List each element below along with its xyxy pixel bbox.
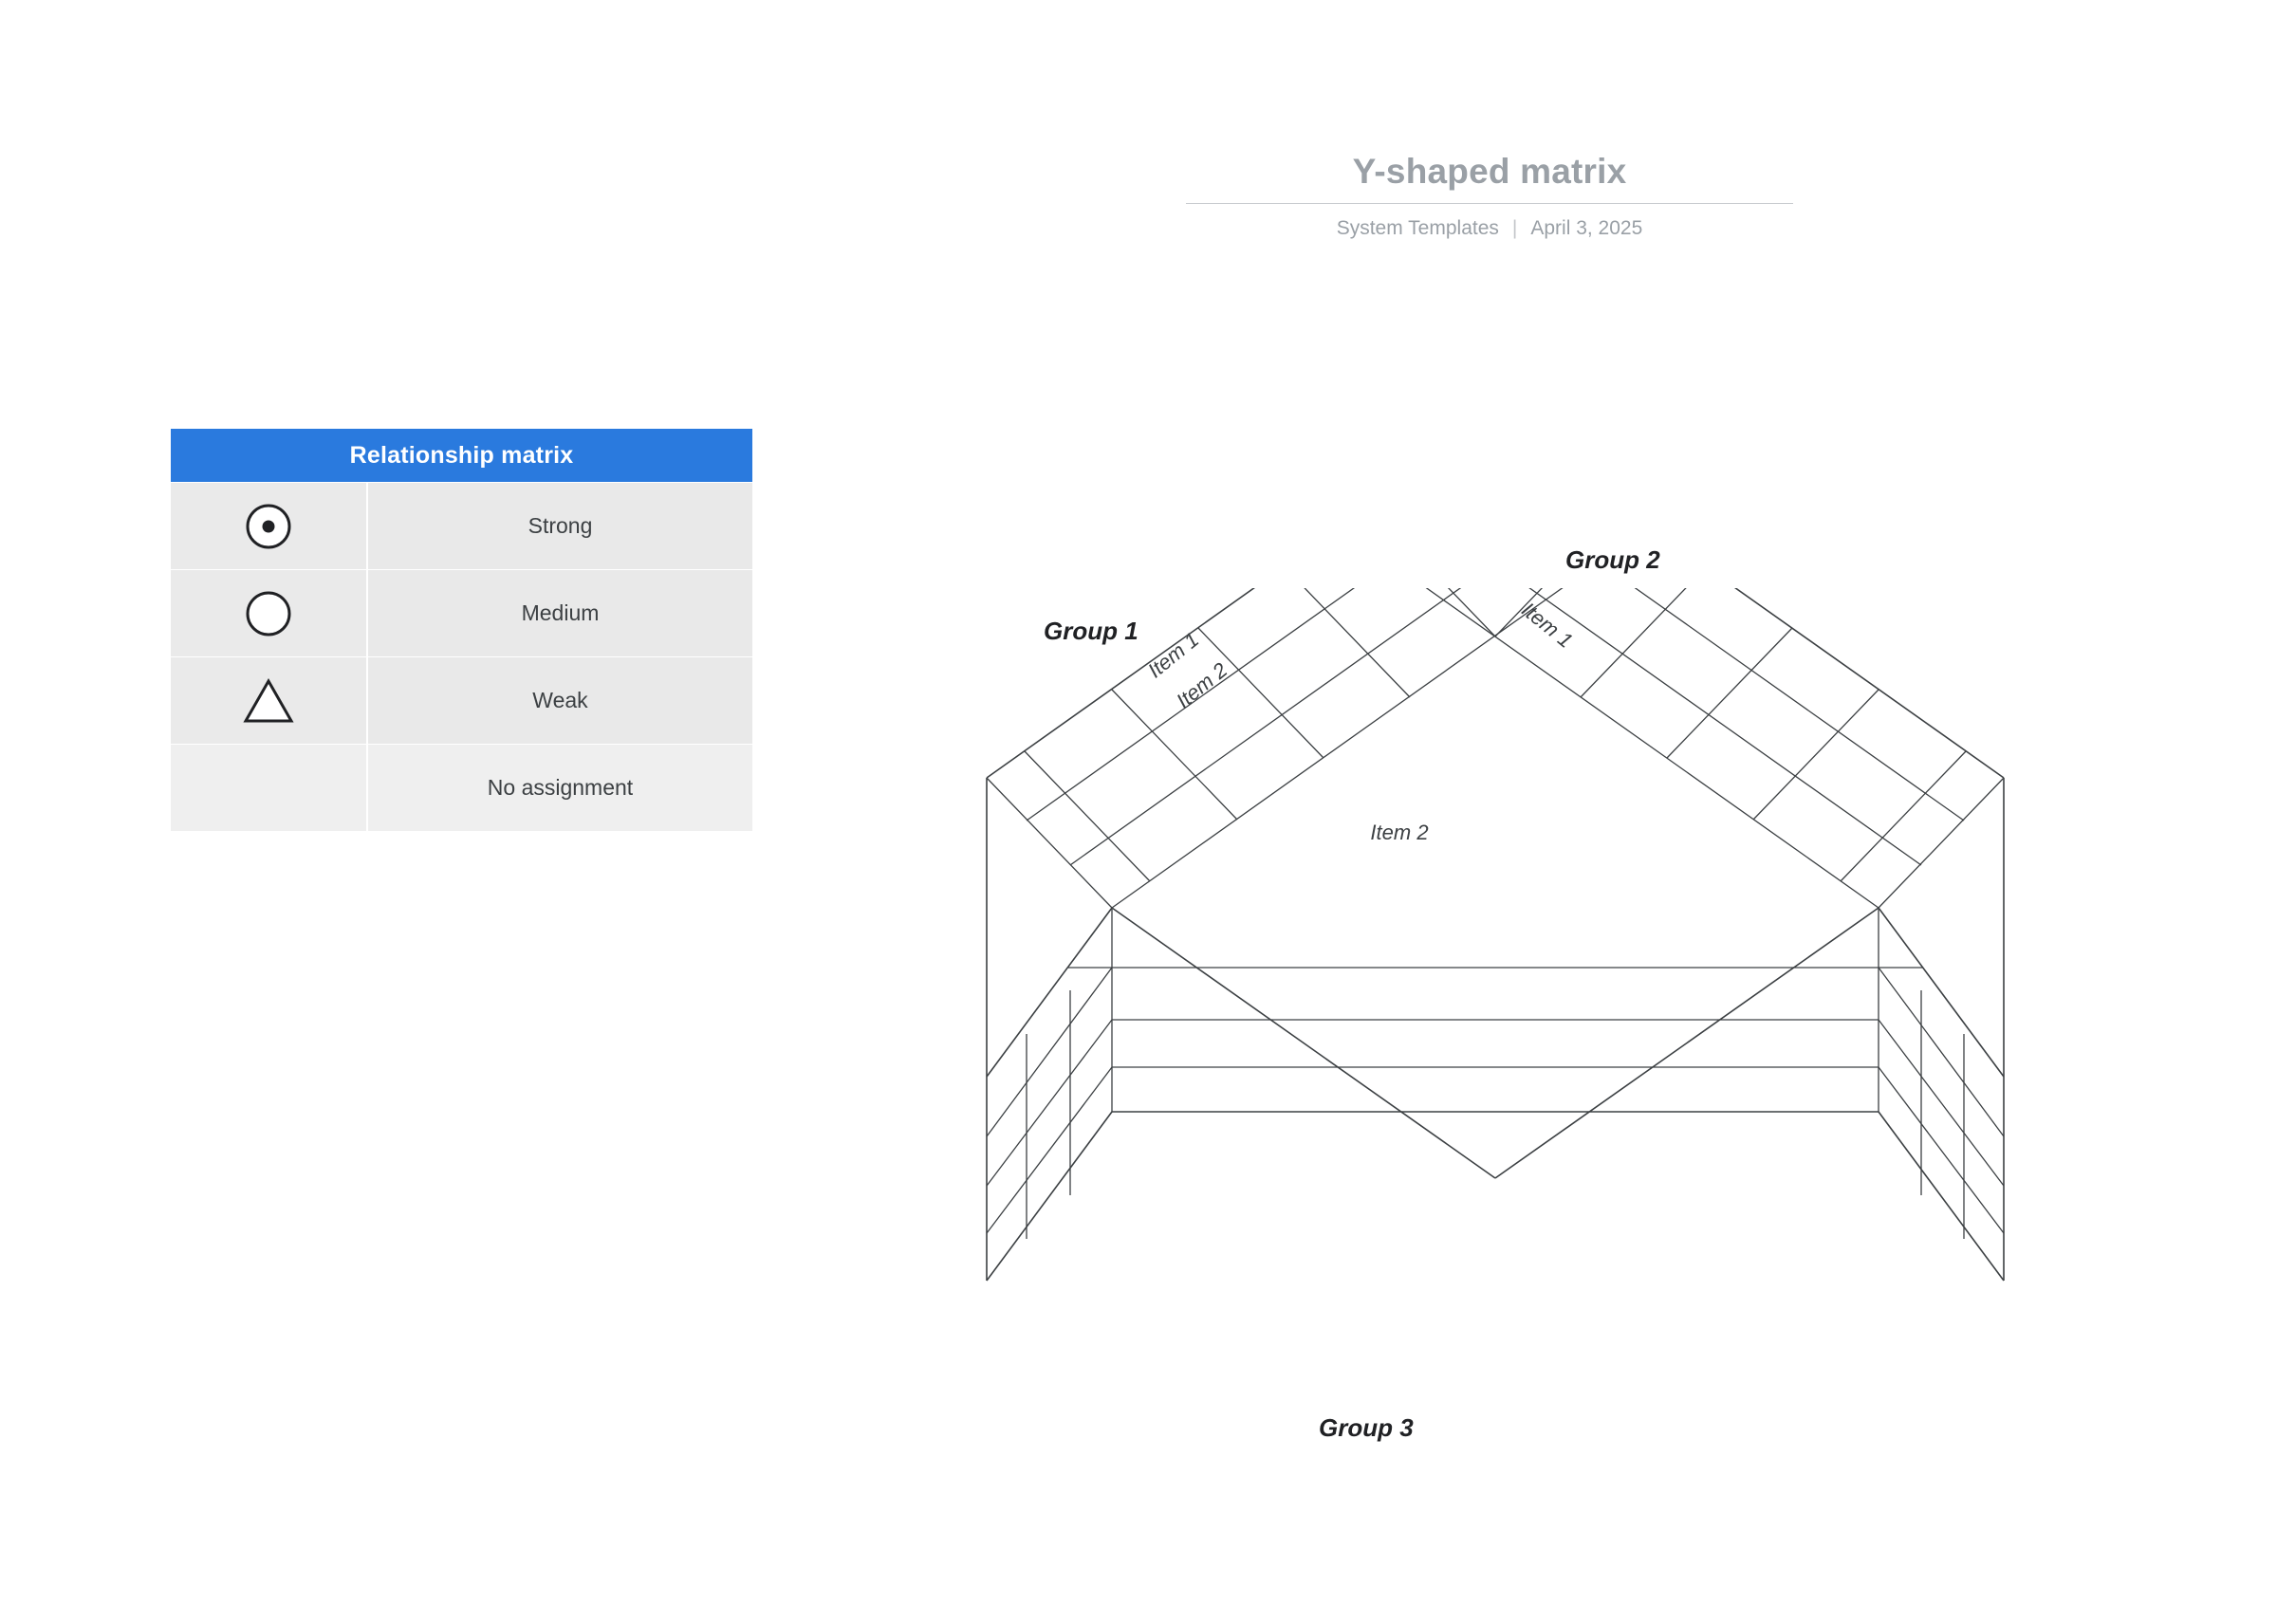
group-3-item-2-label: Item 2 xyxy=(1370,821,1429,844)
matrix-grid xyxy=(968,588,2030,1499)
empty-symbol-cell xyxy=(171,745,368,831)
group-2-label: Group 2 xyxy=(1565,545,1660,574)
group-1-item-2-label: Item 2 xyxy=(1172,657,1232,713)
title-divider xyxy=(1186,203,1793,204)
legend-label: Medium xyxy=(368,570,752,656)
document-header xyxy=(1186,152,1793,240)
y-shaped-matrix-diagram xyxy=(968,545,2030,1499)
relationship-matrix-legend xyxy=(171,429,752,831)
group-3-label: Group 3 xyxy=(1319,1413,1414,1442)
legend-label: Strong xyxy=(368,483,752,569)
legend-row xyxy=(171,744,752,831)
strong-circle-dot-icon xyxy=(171,483,368,569)
legend-row xyxy=(171,569,752,656)
legend-label: No assignment xyxy=(368,745,752,831)
group-1-label: Group 1 xyxy=(1044,617,1138,645)
document-source: System Templates xyxy=(1336,217,1499,239)
weak-triangle-icon xyxy=(171,657,368,744)
page-title: Y-shaped matrix xyxy=(1352,152,1627,191)
legend-title: Relationship matrix xyxy=(171,429,752,482)
document-date: April 3, 2025 xyxy=(1530,217,1643,239)
subtitle-separator: | xyxy=(1511,217,1518,239)
legend-label: Weak xyxy=(368,657,752,744)
legend-row xyxy=(171,656,752,744)
group-1-item-1-label: Item 1 xyxy=(1143,627,1204,683)
legend-row xyxy=(171,482,752,569)
group-2-item-1-label: Item 1 xyxy=(1517,598,1578,653)
document-subtitle xyxy=(1186,217,1793,240)
medium-circle-icon xyxy=(171,570,368,656)
